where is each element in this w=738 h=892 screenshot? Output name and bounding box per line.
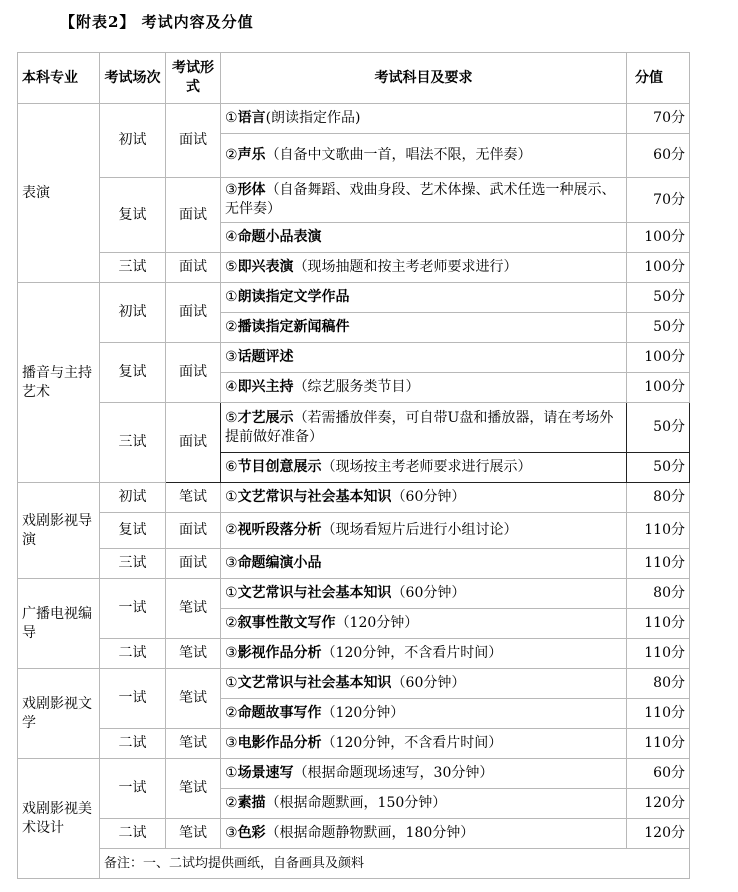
subject-cell bbox=[221, 639, 627, 669]
subject-name: 才艺展示 bbox=[237, 409, 294, 426]
major-cell: 戏剧影视美术设计 bbox=[18, 759, 100, 879]
subject-number: ③ bbox=[225, 735, 238, 752]
score-cell: 50分 bbox=[627, 313, 690, 343]
round-cell: 复试 bbox=[100, 178, 166, 253]
subject-name: 命题故事写作 bbox=[237, 705, 322, 722]
score-cell: 50分 bbox=[627, 283, 690, 313]
subject-requirement: （60分钟） bbox=[391, 585, 466, 602]
header-score: 分值 bbox=[627, 53, 690, 104]
header-form: 考试形式 bbox=[166, 53, 221, 104]
header-round: 考试场次 bbox=[100, 53, 166, 104]
form-cell: 笔试 bbox=[166, 579, 221, 639]
table-row bbox=[18, 729, 690, 759]
table-row bbox=[18, 579, 690, 609]
subject-number: ② bbox=[225, 522, 238, 539]
score-cell: 120分 bbox=[627, 819, 690, 849]
round-cell: 初试 bbox=[100, 104, 166, 178]
score-cell: 100分 bbox=[627, 343, 690, 373]
form-cell: 笔试 bbox=[166, 819, 221, 849]
subject-name: 影视作品分析 bbox=[237, 645, 322, 662]
header-major: 本科专业 bbox=[18, 53, 100, 104]
round-cell: 一试 bbox=[100, 669, 166, 729]
form-cell: 笔试 bbox=[166, 729, 221, 759]
subject-cell bbox=[221, 579, 627, 609]
subject-name: 即兴主持 bbox=[237, 379, 294, 396]
subject-number: ② bbox=[225, 615, 238, 632]
subject-name: 文艺常识与社会基本知识 bbox=[237, 585, 392, 602]
form-cell: 面试 bbox=[166, 104, 221, 178]
subject-number: ② bbox=[225, 705, 238, 722]
table-row bbox=[18, 669, 690, 699]
score-cell: 110分 bbox=[627, 699, 690, 729]
score-cell: 110分 bbox=[627, 549, 690, 579]
subject-name: 文艺常识与社会基本知识 bbox=[237, 489, 392, 506]
round-cell: 初试 bbox=[100, 483, 166, 513]
subject-number: ⑤ bbox=[225, 259, 238, 276]
subject-number: ① bbox=[225, 585, 238, 602]
subject-number: ③ bbox=[225, 825, 238, 842]
form-cell: 笔试 bbox=[166, 669, 221, 729]
score-cell: 80分 bbox=[627, 579, 690, 609]
subject-cell bbox=[221, 699, 627, 729]
subject-requirement: （60分钟） bbox=[391, 489, 466, 506]
round-cell: 二试 bbox=[100, 729, 166, 759]
table-row bbox=[18, 403, 690, 453]
subject-requirement: （现场看短片后进行小组讨论） bbox=[321, 522, 518, 539]
score-cell: 60分 bbox=[627, 134, 690, 178]
subject-requirement: (朗读指定作品) bbox=[265, 110, 361, 127]
subject-number: ⑤ bbox=[225, 409, 238, 426]
note-row bbox=[18, 849, 690, 879]
subject-cell bbox=[221, 178, 627, 223]
subject-cell bbox=[221, 759, 627, 789]
round-cell: 三试 bbox=[100, 403, 166, 483]
round-cell: 复试 bbox=[100, 513, 166, 549]
subject-requirement: （现场按主考老师要求进行展示） bbox=[321, 459, 532, 476]
score-cell: 70分 bbox=[627, 104, 690, 134]
form-cell: 面试 bbox=[166, 253, 221, 283]
table-row bbox=[18, 104, 690, 134]
subject-number: ① bbox=[225, 489, 238, 506]
score-cell: 120分 bbox=[627, 789, 690, 819]
table-row bbox=[18, 513, 690, 549]
subject-number: ① bbox=[225, 289, 238, 306]
round-cell: 二试 bbox=[100, 639, 166, 669]
subject-name: 朗读指定文学作品 bbox=[237, 289, 350, 306]
major-cell: 广播电视编导 bbox=[18, 579, 100, 669]
subject-number: ③ bbox=[225, 349, 238, 366]
form-cell: 面试 bbox=[166, 343, 221, 403]
subject-cell bbox=[221, 313, 627, 343]
subject-requirement: （120分钟，不含看片时间） bbox=[321, 645, 503, 662]
subject-cell bbox=[221, 609, 627, 639]
score-cell: 110分 bbox=[627, 729, 690, 759]
table-row bbox=[18, 639, 690, 669]
subject-name: 语言 bbox=[237, 110, 266, 127]
major-cell: 戏剧影视文学 bbox=[18, 669, 100, 759]
subject-number: ③ bbox=[225, 645, 238, 662]
form-cell: 面试 bbox=[166, 513, 221, 549]
score-cell: 60分 bbox=[627, 759, 690, 789]
subject-requirement: （根据命题静物默画，180分钟） bbox=[265, 825, 475, 842]
subject-cell bbox=[221, 403, 627, 453]
table-row bbox=[18, 483, 690, 513]
subject-cell bbox=[221, 134, 627, 178]
subject-number: ④ bbox=[225, 229, 238, 246]
round-cell: 二试 bbox=[100, 819, 166, 849]
form-cell: 笔试 bbox=[166, 759, 221, 819]
subject-name: 声乐 bbox=[237, 147, 266, 164]
score-cell: 80分 bbox=[627, 483, 690, 513]
score-cell: 110分 bbox=[627, 609, 690, 639]
subject-requirement: （120分钟，不含看片时间） bbox=[321, 735, 503, 752]
subject-cell bbox=[221, 669, 627, 699]
subject-requirement: （现场抽题和按主考老师要求进行） bbox=[293, 259, 518, 276]
subject-requirement: （根据命题现场速写，30分钟） bbox=[293, 765, 494, 782]
subject-number: ② bbox=[225, 147, 238, 164]
subject-name: 电影作品分析 bbox=[237, 735, 322, 752]
subject-number: ① bbox=[225, 110, 238, 127]
score-cell: 80分 bbox=[627, 669, 690, 699]
subject-cell bbox=[221, 223, 627, 253]
round-cell: 一试 bbox=[100, 759, 166, 819]
subject-cell bbox=[221, 729, 627, 759]
subject-name: 视听段落分析 bbox=[237, 522, 322, 539]
round-cell: 三试 bbox=[100, 253, 166, 283]
round-cell: 一试 bbox=[100, 579, 166, 639]
form-cell: 笔试 bbox=[166, 639, 221, 669]
table-row bbox=[18, 819, 690, 849]
score-cell: 110分 bbox=[627, 639, 690, 669]
subject-cell bbox=[221, 819, 627, 849]
subject-name: 形体 bbox=[237, 182, 266, 199]
subject-cell bbox=[221, 104, 627, 134]
score-cell: 70分 bbox=[627, 178, 690, 223]
subject-requirement: （60分钟） bbox=[391, 675, 466, 692]
subject-requirement: （若需播放伴奏，可自带U盘和播放器，请在考场外提前做好准备） bbox=[225, 409, 614, 445]
subject-number: ① bbox=[225, 765, 238, 782]
score-cell: 50分 bbox=[627, 403, 690, 453]
round-cell: 复试 bbox=[100, 343, 166, 403]
subject-cell bbox=[221, 373, 627, 403]
subject-name: 话题评述 bbox=[237, 349, 294, 366]
subject-cell bbox=[221, 789, 627, 819]
subject-name: 播读指定新闻稿件 bbox=[237, 319, 350, 336]
subject-cell bbox=[221, 453, 627, 483]
major-cell: 播音与主持艺术 bbox=[18, 283, 100, 483]
subject-cell bbox=[221, 283, 627, 313]
form-cell: 面试 bbox=[166, 549, 221, 579]
score-cell: 100分 bbox=[627, 253, 690, 283]
subject-number: ② bbox=[225, 795, 238, 812]
major-cell: 表演 bbox=[18, 104, 100, 283]
subject-cell bbox=[221, 549, 627, 579]
subject-name: 即兴表演 bbox=[237, 259, 294, 276]
table-row bbox=[18, 283, 690, 313]
subject-requirement: （120分钟） bbox=[321, 705, 405, 722]
page-title: 【附表2】 考试内容及分值 bbox=[60, 13, 254, 31]
subject-name: 叙事性散文写作 bbox=[237, 615, 336, 632]
header-subject: 考试科目及要求 bbox=[221, 53, 627, 104]
score-cell: 100分 bbox=[627, 373, 690, 403]
form-cell: 面试 bbox=[166, 283, 221, 343]
subject-name: 文艺常识与社会基本知识 bbox=[237, 675, 392, 692]
form-cell: 面试 bbox=[166, 403, 221, 483]
header-row bbox=[18, 53, 690, 104]
table-row bbox=[18, 759, 690, 789]
subject-number: ③ bbox=[225, 182, 238, 199]
subject-name: 节目创意展示 bbox=[237, 459, 322, 476]
subject-name: 命题编演小品 bbox=[237, 555, 322, 572]
table-row bbox=[18, 178, 690, 223]
round-cell: 三试 bbox=[100, 549, 166, 579]
subject-number: ④ bbox=[225, 379, 238, 396]
subject-requirement: （自备中文歌曲一首，唱法不限，无伴奏） bbox=[265, 147, 532, 164]
exam-content-table bbox=[17, 52, 690, 879]
subject-number: ③ bbox=[225, 555, 238, 572]
table-row bbox=[18, 343, 690, 373]
subject-cell bbox=[221, 343, 627, 373]
subject-cell bbox=[221, 513, 627, 549]
major-cell: 戏剧影视导演 bbox=[18, 483, 100, 579]
subject-name: 色彩 bbox=[237, 825, 266, 842]
subject-name: 素描 bbox=[237, 795, 266, 812]
subject-requirement: （综艺服务类节目） bbox=[293, 379, 420, 396]
table-row bbox=[18, 253, 690, 283]
subject-requirement: （120分钟） bbox=[335, 615, 419, 632]
table-row bbox=[18, 549, 690, 579]
subject-requirement: （根据命题默画，150分钟） bbox=[265, 795, 447, 812]
score-cell: 110分 bbox=[627, 513, 690, 549]
subject-cell bbox=[221, 483, 627, 513]
score-cell: 50分 bbox=[627, 453, 690, 483]
subject-requirement: （自备舞蹈、戏曲身段、艺术体操、武术任选一种展示、无伴奏） bbox=[225, 182, 616, 217]
form-cell: 面试 bbox=[166, 178, 221, 253]
note-text: 备注：一、二试均提供画纸，自备画具及颜料 bbox=[100, 849, 690, 879]
subject-name: 命题小品表演 bbox=[237, 229, 322, 246]
subject-number: ⑥ bbox=[225, 459, 238, 476]
score-cell: 100分 bbox=[627, 223, 690, 253]
subject-number: ② bbox=[225, 319, 238, 336]
subject-cell bbox=[221, 253, 627, 283]
form-cell: 笔试 bbox=[166, 483, 221, 513]
subject-number: ① bbox=[225, 675, 238, 692]
subject-name: 场景速写 bbox=[237, 765, 294, 782]
round-cell: 初试 bbox=[100, 283, 166, 343]
